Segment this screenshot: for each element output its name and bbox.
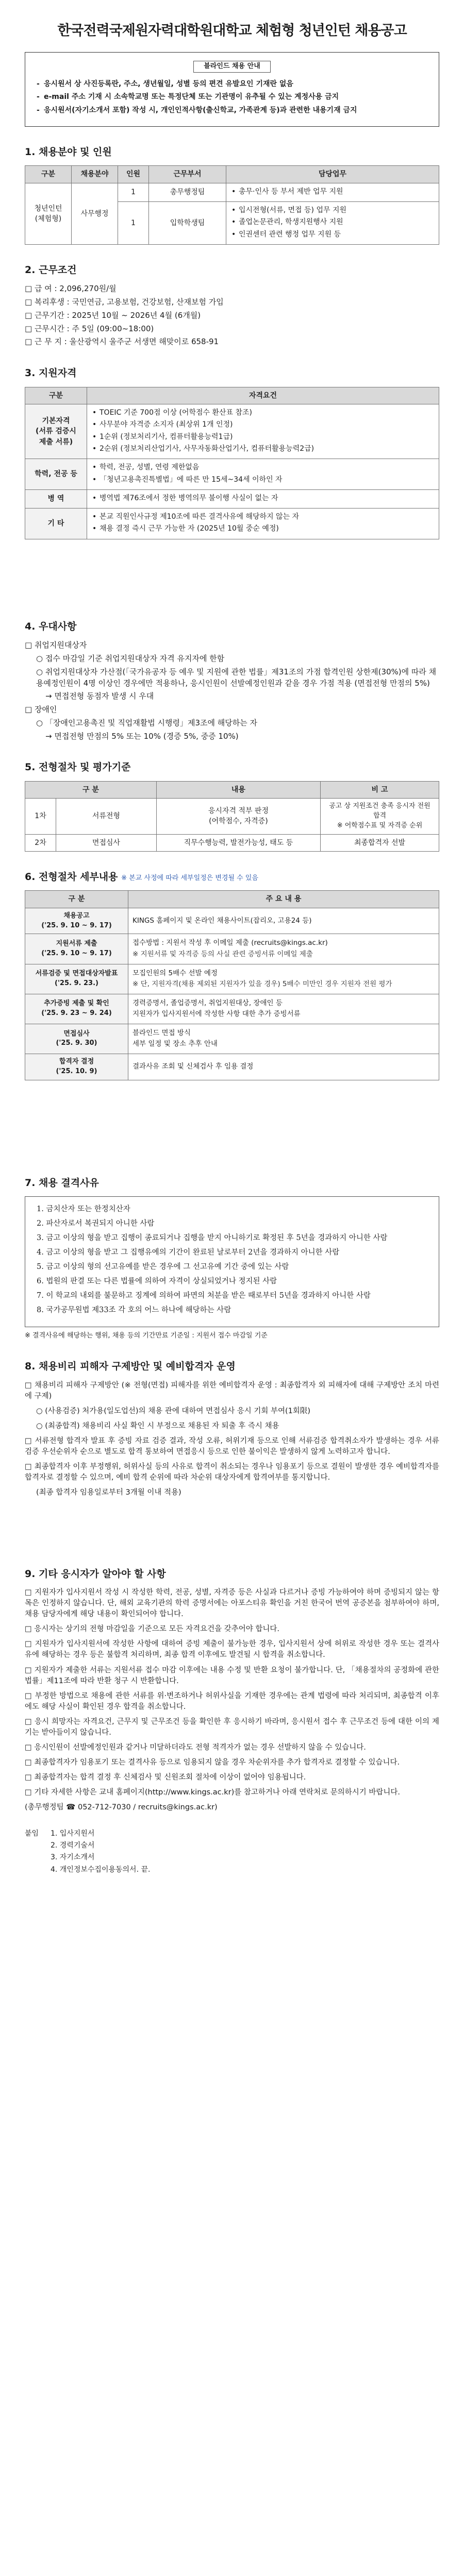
schedule-label: 합격자 결정 ('25. 10. 9) <box>25 1054 128 1080</box>
position-duties <box>226 202 439 245</box>
condition-hours: □ 근무시간 : 주 5일 (09:00~18:00) <box>25 324 154 333</box>
position-dept: 총무행정팀 <box>149 183 226 201</box>
disqualifications-box <box>25 1196 439 1327</box>
th-qual-requirements: 자격요건 <box>87 387 439 404</box>
duty-item: • 총무·인사 등 부서 제반 업무 지원 <box>230 187 435 197</box>
process-table <box>25 781 439 852</box>
th-category: 구분 <box>25 166 72 183</box>
qualification-label: 기본자격 (서류 검증시 제출 서류) <box>25 404 87 459</box>
section-title-notes: 9. 기타 응시자가 알아야 할 사항 <box>25 1568 166 1580</box>
qualification-list <box>91 462 435 485</box>
qualification-items <box>87 459 439 490</box>
qualification-list <box>91 408 435 454</box>
position-field: 사무행정 <box>72 183 118 244</box>
schedule-label: 지원서류 제출 ('25. 9. 10 ~ 9. 17) <box>25 934 128 964</box>
disqualification-item: 2. 파산자로서 복권되지 아니한 사람 <box>37 1219 155 1228</box>
qualification-item: • 본교 직원인사규정 제10조에 따른 결격사유에 해당하지 않는 자 <box>91 512 435 522</box>
note-item: □ 지원자가 입사지원서에 작성한 사항에 대하여 증빙 제출이 불가능한 경우, 입사지원서 상에 허위로 작성한 경우 또는 결격사유에 해당하는 경우 등은 불합격 처리하며, 최종 합격 이후에도 발견될 시 합격을 취소합니다. <box>25 1640 439 1659</box>
note-item: □ 부정한 방법으로 채용에 관한 서류를 위·변조하거나 허위사실을 기재한 경우에는 관계 법령에 따라 처리되며, 최종합격 이후에도 해당 사실이 확인된 경우 합격을 취소합니다. <box>25 1691 439 1711</box>
schedule-table <box>25 890 439 1080</box>
schedule-item: 접수방법 : 지원서 작성 후 이메일 제출 (recruits@kings.ac.kr) <box>132 939 328 947</box>
qualification-list <box>91 512 435 534</box>
remedy-line: ○ (최종합격) 채용비리 사실 확인 시 부정으로 채용된 자 퇴출 후 즉시 채용 <box>36 1421 279 1430</box>
note-item: □ 응시 희망자는 자격요건, 근무지 및 근무조건 등을 확인한 후 응시하기 바라며, 응시원서 접수 후 근무조건 등에 대한 이의 제기는 받아들이지 않습니다. <box>25 1717 439 1737</box>
condition-benefits: □ 복리후생 : 국민연금, 고용보험, 건강보험, 산재보험 가입 <box>25 297 224 307</box>
section-title-qualifications: 3. 지원자격 <box>25 367 77 379</box>
section-title-schedule <box>25 870 439 885</box>
attachment-item: 4. 개인정보수집이용동의서. 끝. <box>51 1865 151 1874</box>
schedule-label: 면접심사 ('25. 9. 30) <box>25 1024 128 1054</box>
schedule-items <box>128 1054 439 1080</box>
schedule-item: 블라인드 면접 방식 <box>132 1028 191 1037</box>
remedy-line: (최종 합격자 임용일로부터 3개월 이내 적용) <box>36 1488 181 1497</box>
th-duties: 담당업무 <box>226 166 439 183</box>
schedule-row <box>25 908 439 934</box>
th-qual-category: 구분 <box>25 387 87 404</box>
position-group: 청년인턴 (체험형) <box>25 183 72 244</box>
section-title-positions: 1. 채용분야 및 인원 <box>25 146 112 158</box>
th-process-content: 내용 <box>156 781 320 798</box>
th-process-remark: 비 고 <box>321 781 439 798</box>
schedule-item: 세부 일정 및 장소 추후 안내 <box>132 1040 218 1048</box>
position-count: 1 <box>118 202 149 245</box>
attachment-item: 2. 경력기술서 <box>51 1841 95 1850</box>
schedule-row <box>25 934 439 964</box>
qualifications-table <box>25 387 439 539</box>
positions-table <box>25 165 439 244</box>
note-item: (총무행정팀 ☎ 052-712-7030 / recruits@kings.ac.kr) <box>25 1803 218 1811</box>
qualification-items <box>87 509 439 539</box>
th-schedule-content: 주 요 내 용 <box>128 891 439 908</box>
remedy-line: □ 서류전형 합격자 발표 후 증빙 자료 검증 결과, 작성 오류, 허위기재 등으로 인해 서류검증 합격취소자가 발생하는 경우 서류검증 우선순위자 순으로 별도로 합격 통보하여 면접응시 등으로 인한 불이익은 발생하지 않게 노력하고자 합니다. <box>25 1436 439 1456</box>
qualification-item: • 사무분야 자격증 소지자 (최상위 1개 인정) <box>91 419 435 430</box>
qualifications-body <box>25 404 439 539</box>
qualification-row <box>25 459 439 490</box>
th-count: 인원 <box>118 166 149 183</box>
conditions-list <box>25 283 439 348</box>
condition-period: □ 근무기간 : 2025년 10월 ~ 2026년 4월 (6개월) <box>25 310 201 320</box>
note-item: □ 응시인원이 선발예정인원과 같거나 미달하더라도 전형 적격자가 없는 경우 선발하지 않을 수 있습니다. <box>25 1743 366 1752</box>
schedule-item: ※ 지원서류 및 자격증 등의 사실 관련 증빙서류 이메일 제출 <box>132 950 313 959</box>
remedy-list <box>25 1380 439 1498</box>
preferences-list <box>25 640 439 742</box>
th-process-step: 구 분 <box>25 781 157 798</box>
schedule-items <box>128 908 439 934</box>
preference-line: ○ 「장애인고용촉진 및 직업재활법 시행령」제3조에 해당하는 자 <box>36 718 258 727</box>
schedule-items <box>128 994 439 1024</box>
qualification-item: • 2순위 (정보처리산업기사, 사무자동화산업기사, 컴퓨터활용능력2급) <box>91 444 435 454</box>
qualification-row <box>25 404 439 459</box>
schedule-body <box>25 908 439 1080</box>
schedule-item: 모집인원의 5배수 선발 예정 <box>132 969 218 977</box>
qualification-label: 학력, 전공 등 <box>25 459 87 490</box>
qualification-row <box>25 489 439 508</box>
disqualifications-footnote: ※ 결격사유에 해당하는 행위, 채용 등의 기간만료 기준일 : 지원서 접수 마감일 기준 <box>25 1332 268 1340</box>
qualification-item: • 「청년고용촉진특별법」에 따른 만 15세~34세 이하인 자 <box>91 474 435 485</box>
schedule-title-text: 6. 전형절차 세부내용 <box>25 871 118 883</box>
schedule-label: 서류검증 및 면접대상자발표 ('25. 9. 23.) <box>25 964 128 994</box>
duty-item: • 졸업논문관리, 학생지원행사 지원 <box>230 217 435 227</box>
process-step: 2차 <box>25 834 56 851</box>
section-title-conditions: 2. 근무조건 <box>25 264 77 276</box>
condition-location: □ 근 무 지 : 울산광역시 울주군 서생면 해맞이로 658-91 <box>25 337 219 347</box>
disqualification-item: 8. 국가공무원법 제33조 각 호의 어느 하나에 해당하는 사람 <box>37 1306 231 1315</box>
schedule-row <box>25 1024 439 1054</box>
preference-line: → 면접전형 동점자 발생 시 우대 <box>45 691 154 701</box>
qualification-items <box>87 404 439 459</box>
position-count: 1 <box>118 183 149 201</box>
remedy-line: □ 최종합격자 이후 부정행위, 허위사실 등의 사유로 합격이 취소되는 경우나 임용포기 등으로 결원이 발생한 경우 예비합격자를 합격자로 결정할 수 있으며, 예비 합격 순위에 따라 차순위 대상자에게 합격여부를 통지합니다. <box>25 1462 439 1482</box>
qualification-item: • 채용 결정 즉시 근무 가능한 자 (2025년 10월 중순 예정) <box>91 523 435 534</box>
notice-item: - e-mail 주소 기재 시 소속학교명 또는 특정단체 또는 기관명이 유추될 수 있는 계정사용 금지 <box>37 92 427 102</box>
process-content: 응시자격 적부 판정 (어학점수, 자격증) <box>156 799 320 835</box>
process-content: 직무수행능력, 발전가능성, 태도 등 <box>156 834 320 851</box>
schedule-items <box>128 934 439 964</box>
duty-item: • 입시전형(서류, 면접 등) 업무 지원 <box>230 205 435 215</box>
qualification-item: • 학력, 전공, 성별, 연령 제한없음 <box>91 462 435 472</box>
attachments-label: 붙임 <box>25 1829 39 1838</box>
note-item: □ 지원자가 제출한 서류는 지원서류 접수 마감 이후에는 내용 수정 및 반환 요청이 불가합니다. 단, 「채용절차의 공정화에 관한 법률」제11조에 따라 반환 청구 시 반환합니다. <box>25 1666 439 1685</box>
note-item: □ 기타 자세한 사항은 교내 홈페이지(http://www.kings.ac.kr)를 참고하거나 아래 연락처로 문의하시기 바랍니다. <box>25 1788 401 1797</box>
duty-item: • 인권센터 관련 행정 업무 지원 등 <box>230 229 435 240</box>
notice-label: 블라인드 채용 안내 <box>193 61 271 73</box>
disqualification-item: 6. 법원의 판결 또는 다른 법률에 의하여 자격이 상실되었거나 정지된 사람 <box>37 1277 277 1286</box>
position-dept: 입학학생팀 <box>149 202 226 245</box>
schedule-label: 채용공고 ('25. 9. 10 ~ 9. 17) <box>25 908 128 934</box>
note-item: □ 지원자가 입사지원서 작성 시 작성한 학력, 전공, 성별, 자격증 등은 사실과 다르거나 증빙 가능하여야 하며 증빙되지 않는 항목은 인정하지 않습니다. 단, 해외 교육기관의 학력 증명서에는 아포스티유 확인을 거친 한국어 번역 공증본을 첨부하여야 하며, 채용 담당자에게 해당 내용이 확인되어야 합니다. <box>25 1588 439 1619</box>
qualification-items <box>87 489 439 508</box>
schedule-item: KINGS 홈페이지 및 온라인 채용사이트(잡리오, 고용24 등) <box>132 916 312 925</box>
section-title-remedy: 8. 채용비리 피해자 구제방안 및 예비합격자 운영 <box>25 1361 236 1372</box>
schedule-title-note: ※ 본교 사정에 따라 세부일정은 변경될 수 있음 <box>121 874 258 882</box>
disqualification-item: 7. 이 학교의 내외를 불문하고 징계에 의하여 파면의 처분을 받은 때로부터 5년을 경과하지 아니한 사람 <box>37 1292 371 1300</box>
condition-salary: □ 급 여 : 2,096,270원/월 <box>25 284 117 294</box>
process-name: 서류전형 <box>56 799 157 835</box>
disqualification-item: 3. 금고 이상의 형을 받고 집행이 종료되거나 집행을 받지 아니하기로 확정된 후 5년을 경과하지 아니한 사람 <box>37 1234 388 1243</box>
remedy-line: ○ (사용검증) 처가용(일도업선)의 채용 관에 대하여 면접심사 응시 기회 부여(1회限) <box>36 1406 311 1415</box>
section-title-disqualifications: 7. 채용 결격사유 <box>25 1177 99 1189</box>
schedule-items <box>128 1024 439 1054</box>
qualification-item: • 병역법 제76조에서 정한 병역의무 불이행 사실이 없는 자 <box>91 493 435 503</box>
notice-item: - 응시원서 상 사진등록란, 주소, 생년월일, 성별 등의 편견 유발요인 기재란 없음 <box>37 79 427 89</box>
notes-list <box>25 1587 439 1812</box>
section-title-process: 5. 전형절차 및 평가기준 <box>25 761 131 773</box>
notice-list <box>37 79 427 115</box>
preference-line: □ 장애인 <box>25 705 57 715</box>
document-title: 한국전력국제원자력대학원대학교 체험형 청년인턴 채용공고 <box>57 23 407 39</box>
schedule-row <box>25 964 439 994</box>
attachment-item: 1. 입사지원서 <box>51 1829 95 1838</box>
qualification-item: • 1순위 (정보처리기사, 컴퓨터활용능력1급) <box>91 432 435 442</box>
schedule-row <box>25 1054 439 1080</box>
process-remark: 공고 상 지원조건 충족 응시자 전원 합격 ※ 어학점수표 및 자격증 순위 <box>321 799 439 835</box>
disqualification-item: 5. 금고 이상의 형의 선고유예를 받은 경우에 그 선고유예 기간 중에 있는 사람 <box>37 1263 289 1272</box>
qualification-label: 병 역 <box>25 489 87 508</box>
process-remark: 최종합격자 선발 <box>321 834 439 851</box>
disqualification-item: 1. 금치산자 또는 한정치산자 <box>37 1205 130 1214</box>
schedule-item: 경력증명서, 졸업증명서, 취업지원대상, 장애인 등 <box>132 998 283 1007</box>
schedule-item: 결과사유 조회 및 신체검사 후 임용 결정 <box>132 1062 254 1071</box>
attachments-list <box>51 1828 150 1876</box>
th-schedule-step: 구 분 <box>25 891 128 908</box>
process-step: 1차 <box>25 799 56 835</box>
preference-line: ○ 접수 마감일 기준 취업지원대상자 자격 유지자에 한함 <box>36 654 225 664</box>
preference-line: ○ 취업지원대상자 가산점(「국가유공자 등 예우 및 지원에 관한 법률」제31조의 가점 합격인원 상한제(30%)에 따라 채용예정인원이 4명 이상인 경우에만 적용하나, 응시인원이 선발예정인원과 같을 경우 가점 적용 (면접전형 만점의 5%) <box>36 667 437 688</box>
blind-hiring-notice <box>25 52 439 127</box>
disqualification-item: 4. 금고 이상의 형을 받고 그 집행유예의 기간이 완료된 날로부터 2년을 경과하지 아니한 사람 <box>37 1248 340 1257</box>
attachment-item: 3. 자기소개서 <box>51 1853 95 1862</box>
section-title-preferences: 4. 우대사항 <box>25 620 77 632</box>
preference-line: → 면접전형 만점의 5% 또는 10% (경증 5%, 중증 10%) <box>45 731 239 741</box>
th-field: 채용분야 <box>72 166 118 183</box>
schedule-item: ※ 단, 지원자격(채용 제외된 지원자가 있을 경우) 5배수 미만인 경우 지원자 전원 평가 <box>132 980 392 989</box>
qualification-item: • TOEIC 기준 700점 이상 (어학점수 환산표 참조) <box>91 408 435 418</box>
note-item: □ 최종합격자가 임용포기 또는 결격사유 등으로 임용되지 않을 경우 차순위자를 추가 합격자로 결정할 수 있습니다. <box>25 1758 400 1767</box>
schedule-items <box>128 964 439 994</box>
note-item: □ 최종합격자는 합격 결정 후 신체검사 및 신원조회 절차에 이상이 없어야 임용됩니다. <box>25 1773 306 1782</box>
attachments <box>25 1828 439 1876</box>
note-item: □ 응시자는 상기의 전형 마감일을 기준으로 모든 자격요건을 갖추어야 합니다. <box>25 1625 280 1634</box>
remedy-line: □ 채용비리 피해자 구제방안 (※ 전형(면접) 피해자를 위한 예비합격자 운영 : 최종합격자 외 피해자에 대해 구제방안 조치 마련에 구제) <box>25 1381 439 1400</box>
notice-item: - 응시원서(자기소개서 포함) 작성 시, 개인인적사항(출신학교, 가족관계 등)과 관련한 내용기재 금지 <box>37 105 427 115</box>
process-name: 면접심사 <box>56 834 157 851</box>
qualification-row <box>25 509 439 539</box>
position-duties <box>226 183 439 201</box>
schedule-label: 추가증빙 제출 및 확인 ('25. 9. 23 ~ 9. 24) <box>25 994 128 1024</box>
qualification-label: 기 타 <box>25 509 87 539</box>
th-dept: 근무부서 <box>149 166 226 183</box>
qualification-list <box>91 493 435 503</box>
schedule-row <box>25 994 439 1024</box>
preference-line: □ 취업지원대상자 <box>25 640 87 650</box>
schedule-item: 지원자가 입사지원서에 작성한 사항 대한 추가 증빙서류 <box>132 1010 301 1019</box>
